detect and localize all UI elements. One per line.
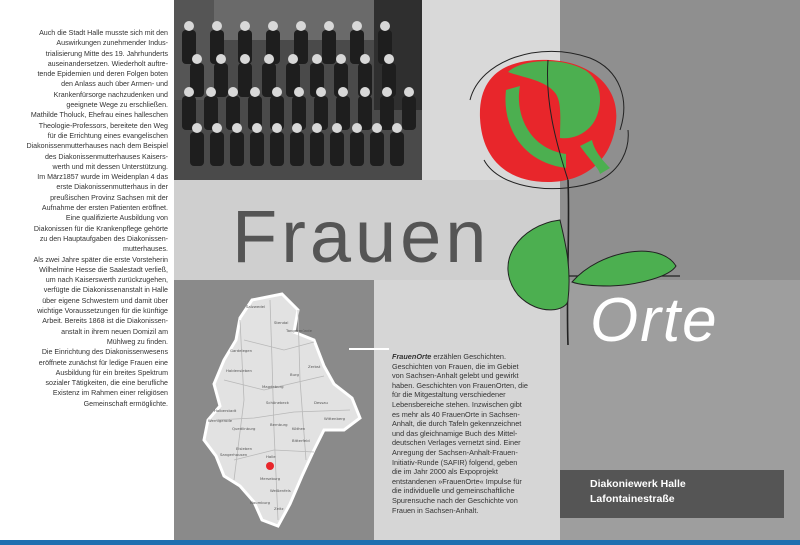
photo-bonnet bbox=[268, 21, 278, 31]
map-label: Halberstadt bbox=[214, 408, 237, 413]
history-line: trialisierung Mitte des 19. Jahrhunderts bbox=[45, 49, 168, 58]
photo-figure bbox=[270, 132, 284, 166]
rule bbox=[349, 348, 389, 350]
map-label: Schönebeck bbox=[266, 400, 290, 405]
history-line: wichtige Voraussetzungen für die künftige bbox=[37, 307, 168, 316]
intro-line: Initiativ-Runde (SAFIR) folgend, geben bbox=[392, 457, 518, 467]
history-line: Wilhelmine Hesse die Saalestadt verließ, bbox=[39, 265, 168, 274]
photo-bonnet bbox=[384, 54, 394, 64]
intro-line: deutschen Verlages vernetzt sind. Einer bbox=[392, 438, 521, 448]
intro-line: Spurensuche nach der Geschichte von bbox=[392, 495, 518, 505]
photo-figure bbox=[210, 132, 224, 166]
photo-bonnet bbox=[192, 54, 202, 64]
photo-figure bbox=[290, 132, 304, 166]
photo-bonnet bbox=[380, 21, 390, 31]
history-line: Im März1857 wurde im Weidenplan 4 das bbox=[37, 173, 168, 182]
intro-line: Anhalt, die durch Tafeln gekennzeichnet bbox=[392, 419, 522, 429]
history-line: sozialer Tätigkeiten, die eine berufliche bbox=[45, 379, 168, 388]
history-line: für die Errichtung eines evangelischen bbox=[47, 131, 168, 140]
photo-bonnet bbox=[392, 123, 402, 133]
intro-line: von Sachsen-Anhalt gelebt und gewirkt bbox=[392, 371, 519, 381]
photo-bonnet bbox=[240, 21, 250, 31]
history-line: verfügte die Diakonissenanstalt in Halle bbox=[43, 286, 168, 295]
history-line: Auswirkungen zunehmender Indus- bbox=[56, 39, 168, 48]
history-line: Existenz im Rahmen einer religiösen bbox=[52, 389, 168, 398]
map-label: Tangermünde bbox=[286, 328, 312, 333]
photo-bonnet bbox=[324, 21, 334, 31]
map-label: Burg bbox=[290, 372, 299, 377]
intro-line: es mehr als 40 FrauenOrte in Sachsen- bbox=[392, 409, 520, 419]
history-line: Mathilde Tholuck, Ehefrau eines halleschen bbox=[30, 111, 168, 120]
location-name: Diakoniewerk Halle bbox=[590, 478, 686, 490]
intro-line: für die Mitgestaltung verschiedener bbox=[392, 390, 506, 400]
intro-line: die im Jahr 2000 als Expoprojekt bbox=[392, 467, 498, 477]
photo-bonnet bbox=[184, 21, 194, 31]
history-text bbox=[8, 28, 168, 409]
map-label: Merseburg bbox=[260, 476, 281, 481]
map-label: Zeitz bbox=[274, 506, 284, 511]
history-line: zu den Hauptaufgaben des Diakonissen- bbox=[39, 234, 168, 243]
map-label: Zerbst bbox=[308, 364, 321, 369]
photo-bonnet bbox=[264, 54, 274, 64]
photo-bonnet bbox=[372, 123, 382, 133]
photo-bonnet bbox=[316, 87, 326, 97]
photo-figure bbox=[230, 132, 244, 166]
history-line: Aufnahme der ersten Patienten eröffnet. bbox=[41, 204, 168, 213]
history-line: des Diakonissenmutterhauses Kaisers- bbox=[44, 152, 168, 161]
photo-figure bbox=[310, 132, 324, 166]
photo-figure bbox=[250, 132, 264, 166]
map-label: Wittenberg bbox=[324, 416, 346, 421]
history-line: preußischen Provinz Sachsen mit der bbox=[50, 193, 168, 202]
history-line: eröffnete zunächst für ledige Frauen eine bbox=[38, 358, 168, 367]
map-label: Sangerhausen bbox=[220, 452, 248, 457]
map-sachsen-anhalt bbox=[174, 280, 374, 545]
photo-bonnet bbox=[228, 87, 238, 97]
history-line: Krankenfürsorge nachzudenken und bbox=[53, 90, 168, 99]
history-line: über eigene Schwestern und damit über bbox=[42, 296, 168, 305]
photo-figure bbox=[402, 96, 416, 130]
photo-bonnet bbox=[206, 87, 216, 97]
intro-line: entstandenen »FrauenOrte« Impulse für bbox=[392, 476, 522, 486]
photo-bonnet bbox=[296, 21, 306, 31]
photo-bonnet bbox=[252, 123, 262, 133]
intro-line: Frauen in Sachsen-Anhalt. bbox=[392, 505, 479, 515]
photo-bonnet bbox=[216, 54, 226, 64]
photo-figure bbox=[380, 96, 394, 130]
group-photo bbox=[174, 0, 422, 180]
halle-marker bbox=[266, 462, 274, 470]
photo-figure bbox=[390, 132, 404, 166]
photo-bonnet bbox=[294, 87, 304, 97]
map-label: Eisleben bbox=[236, 446, 252, 451]
photo-bonnet bbox=[212, 21, 222, 31]
history-line: um nach Kaiserswerth zurückzugehen, bbox=[45, 276, 168, 285]
history-line: Ausbildung für ein breites Spektrum bbox=[55, 368, 168, 377]
photo-figure bbox=[330, 132, 344, 166]
history-line: Diakonissen für die Krankenpflege gehörte bbox=[33, 224, 168, 233]
photo-bonnet bbox=[352, 21, 362, 31]
history-line: geeignete Wege zu erschließen. bbox=[66, 101, 168, 110]
photo-bonnet bbox=[338, 87, 348, 97]
history-line: anstalt in ihrem neuen Domizil am bbox=[61, 327, 168, 336]
intro-line: Lebensbereiche stehen. Inzwischen gibt bbox=[392, 399, 522, 409]
history-line: Als zwei Jahre später die erste Vorsteherin bbox=[33, 255, 168, 264]
photo-bonnet bbox=[272, 87, 282, 97]
history-line: erste Diakonissenmutterhaus in der bbox=[56, 183, 168, 192]
photo-bonnet bbox=[192, 123, 202, 133]
photo-bonnet bbox=[360, 54, 370, 64]
map-label: Halle bbox=[266, 454, 276, 459]
photo-figure bbox=[370, 132, 384, 166]
photo-bonnet bbox=[240, 54, 250, 64]
history-line: Mühlweg zu finden. bbox=[106, 337, 168, 346]
history-line: auseinandersetzen. Wiederholt auftre- bbox=[47, 59, 168, 68]
title-frauen: Frauen bbox=[232, 195, 491, 278]
intro-line: Anregung der Sachsen-Anhalt-Frauen- bbox=[392, 447, 518, 457]
intro-text bbox=[392, 352, 552, 515]
photo-bonnet bbox=[352, 123, 362, 133]
map-label: Weißenfels bbox=[270, 488, 291, 493]
title-orte: Orte bbox=[590, 286, 719, 355]
history-line: Eine qualifizierte Ausbildung von bbox=[65, 214, 168, 223]
history-line: Theologie-Professors, bereitete den Weg bbox=[38, 121, 168, 130]
history-line: den Anlass auch über Armen- und bbox=[61, 80, 168, 89]
photo-bonnet bbox=[360, 87, 370, 97]
intro-lead: FrauenOrte bbox=[392, 352, 432, 361]
map-label: Quedlinburg bbox=[232, 426, 256, 431]
history-line: mutterhauses. bbox=[123, 245, 168, 254]
bottom-bar bbox=[0, 540, 800, 545]
photo-bonnet bbox=[312, 54, 322, 64]
map-label: Dessau bbox=[314, 400, 328, 405]
intro-line: haben. Geschichten von FrauenOrten, die bbox=[392, 380, 528, 390]
photo-bonnet bbox=[272, 123, 282, 133]
right-top-panel bbox=[560, 0, 800, 280]
map-label: Bernburg bbox=[270, 422, 288, 427]
history-line: tende Epidemien und deren Folgen boten bbox=[37, 70, 168, 79]
map-label: Stendal bbox=[274, 320, 289, 325]
photo-figure bbox=[214, 63, 228, 97]
map-label: Köthen bbox=[292, 426, 306, 431]
location-street: Lafontainestraße bbox=[590, 493, 675, 505]
map-label: Haldensleben bbox=[226, 368, 252, 373]
map-label: Bitterfeld bbox=[292, 438, 310, 443]
photo-bonnet bbox=[288, 54, 298, 64]
intro-line: erzählen Geschichten. bbox=[431, 352, 506, 361]
photo-bonnet bbox=[336, 54, 346, 64]
photo-bonnet bbox=[404, 87, 414, 97]
history-line: Gemeinschaft ermöglichte. bbox=[83, 399, 168, 408]
history-line: Diakonissenmutterhauses nach dem Beispiel bbox=[26, 142, 168, 151]
photo-bonnet bbox=[382, 87, 392, 97]
photo-bonnet bbox=[184, 87, 194, 97]
history-line: werth und mit dessen Unterstützung. bbox=[52, 162, 168, 171]
photo-bonnet bbox=[250, 87, 260, 97]
map-label: Salzwedel bbox=[246, 304, 266, 309]
photo-bonnet bbox=[312, 123, 322, 133]
history-line: Arbeit. Bereits 1868 ist die Diakonissen- bbox=[42, 317, 168, 326]
photo-bonnet bbox=[212, 123, 222, 133]
intro-line: die individuelle und gemeinschaftliche bbox=[392, 486, 515, 496]
photo-bonnet bbox=[292, 123, 302, 133]
photo-bonnet bbox=[332, 123, 342, 133]
map-label: Wernigerode bbox=[208, 418, 233, 423]
map-label: Magdeburg bbox=[262, 384, 284, 389]
left-column bbox=[0, 0, 174, 545]
intro-line: Geschichten von Frauen, die im Gebiet bbox=[392, 361, 519, 371]
map-label: Gardelegen bbox=[230, 348, 253, 353]
history-line: Die Einrichtung des Diakonissenwesens bbox=[41, 348, 168, 357]
map-label: Naumburg bbox=[250, 500, 270, 505]
photo-figure bbox=[238, 63, 252, 97]
photo-bonnet bbox=[232, 123, 242, 133]
history-line: Auch die Stadt Halle musste sich mit den bbox=[39, 29, 168, 37]
photo-figure bbox=[322, 30, 336, 64]
intro-line: und das gleichnamige Buch des Mittel- bbox=[392, 428, 518, 438]
photo-figure bbox=[190, 132, 204, 166]
photo-figure bbox=[350, 132, 364, 166]
